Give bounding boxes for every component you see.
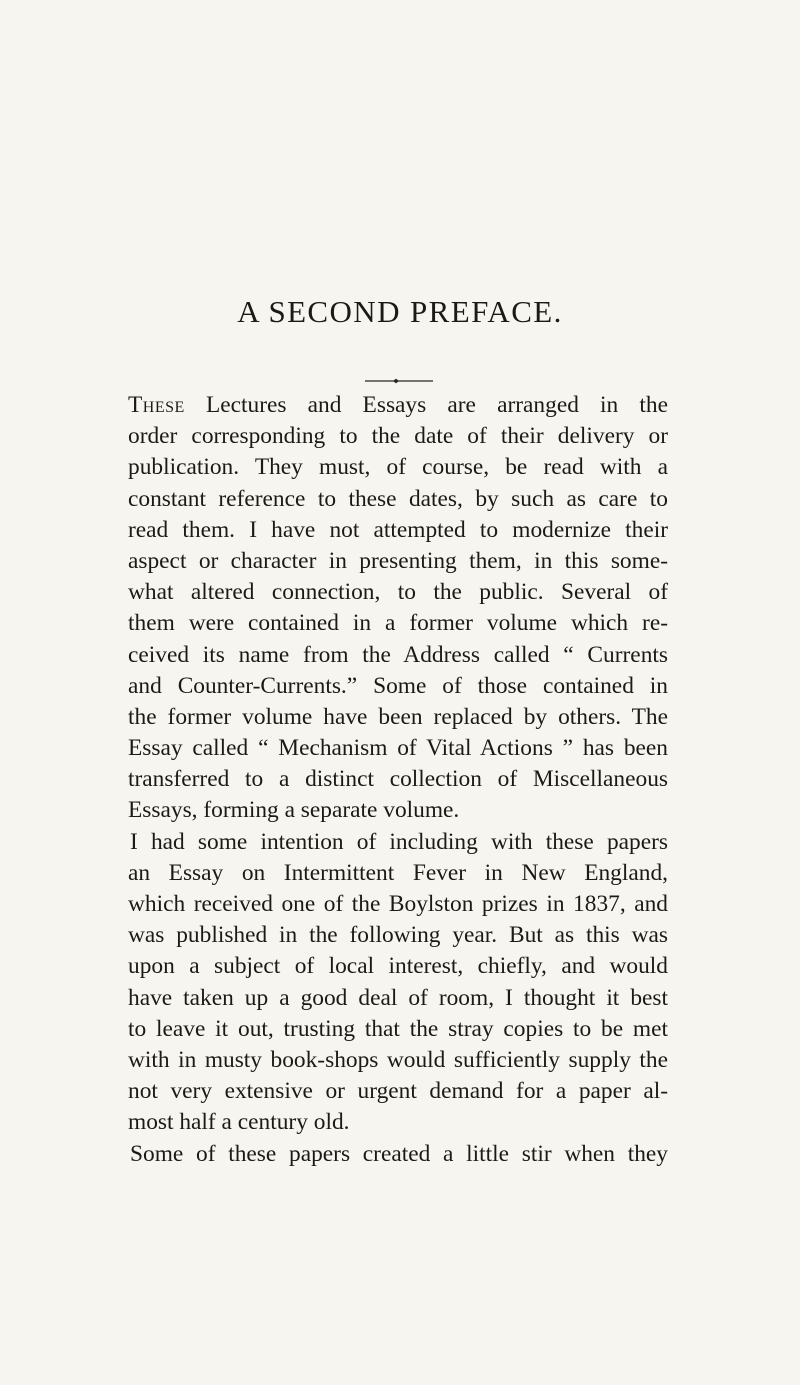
text-line: most half a century old. [128,1109,350,1136]
text-line: Essays, forming a separate volume. [128,797,460,824]
text-line: ceived its name from the Address called “ Currents [128,641,668,668]
ornament-divider [365,376,433,386]
text-line: Essay called “ Mechanism of Vital Actions ” has been [128,735,668,762]
text-line: Some of these papers created a little stir when they [130,1140,668,1167]
text-line: publication. They must, of course, be read with a [128,454,668,481]
text-line: read them. I have not attempted to modernize their [128,516,668,543]
page-title: A SECOND PREFACE. [237,294,563,329]
text-line: These Lectures and Essays are arranged in the [128,392,668,418]
text-line: aspect or character in presenting them, in this some- [128,547,668,574]
text-line: order corresponding to the date of their delivery or [128,423,668,450]
text-line: which received one of the Boylston prizes in 1837, and [128,891,668,917]
text-line: them were contained in a former volume which re- [128,610,668,637]
text-line: and Counter-Currents.” Some of those contained in [128,672,668,699]
text-line: was published in the following year. But as this was [128,922,668,949]
first-word: These [128,392,185,418]
text-line: constant reference to these dates, by such as care to [128,485,668,512]
text-line: with in musty book-shops would sufficiently supply the [128,1046,668,1073]
text-line: I had some intention of including with these papers [130,828,668,855]
text-line: transferred to a distinct collection of Miscellaneous [128,766,668,793]
text-line: upon a subject of local interest, chiefly, and would [128,953,668,980]
text-line: to leave it out, trusting that the stray copies to be met [128,1015,668,1042]
text-line: an Essay on Intermittent Fever in New England, [128,859,668,886]
text-line: what altered connection, to the public. Several of [128,579,668,606]
preface-text [128,390,668,1170]
text-line: not very extensive or urgent demand for a paper al- [128,1078,668,1105]
text-line: the former volume have been replaced by others. The [128,703,668,730]
text-line: have taken up a good deal of room, I thought it best [128,984,668,1011]
